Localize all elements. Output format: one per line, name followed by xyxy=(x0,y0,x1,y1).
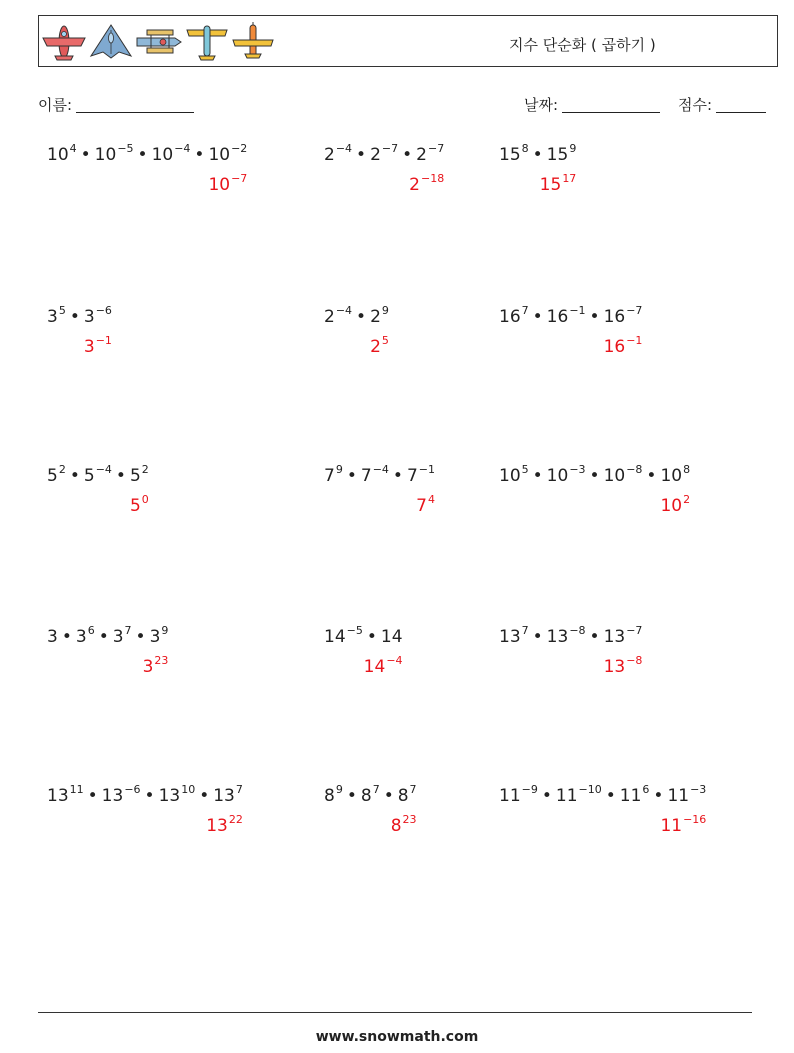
multiply-dot: • xyxy=(532,145,543,165)
question-term xyxy=(151,142,191,165)
question-exponent: 7 xyxy=(521,624,529,637)
answer-base: 8 xyxy=(390,816,402,836)
multiply-dot: • xyxy=(194,145,205,165)
question-exponent: −1 xyxy=(569,304,586,317)
multiply-dot: • xyxy=(87,786,98,806)
question-exponent: 7 xyxy=(235,783,243,796)
answer-base: 15 xyxy=(539,175,562,195)
question-base: 15 xyxy=(499,145,521,165)
question-base: 15 xyxy=(546,145,569,165)
question-term xyxy=(406,463,435,486)
answer-base: 14 xyxy=(363,657,386,677)
question-base: 11 xyxy=(619,786,642,806)
question-base: 11 xyxy=(555,786,578,806)
answer-exponent: −1 xyxy=(95,334,112,347)
answer-term xyxy=(208,172,248,195)
problem-13 xyxy=(47,783,243,806)
question-exponent: −3 xyxy=(569,463,586,476)
question-term xyxy=(499,624,529,647)
problem-1 xyxy=(47,142,248,165)
question-exponent: −7 xyxy=(427,142,445,155)
question-term xyxy=(83,304,112,327)
worksheet-header xyxy=(38,15,778,67)
question-base: 13 xyxy=(603,627,626,647)
answer-term xyxy=(390,813,417,836)
question-base: 2 xyxy=(370,145,381,165)
question-exponent: 2 xyxy=(58,463,66,476)
problem-5 xyxy=(324,304,389,327)
question-term xyxy=(499,783,538,806)
question-base: 10 xyxy=(499,466,521,486)
question-base: 7 xyxy=(324,466,335,486)
multiply-dot: • xyxy=(646,466,657,486)
answer-term xyxy=(416,493,435,516)
question-exponent: 8 xyxy=(683,463,691,476)
question-term xyxy=(603,463,643,486)
question-base: 13 xyxy=(47,786,69,806)
answer-exponent: −18 xyxy=(420,172,445,185)
question-base: 10 xyxy=(546,466,569,486)
question-exponent: −6 xyxy=(124,783,141,796)
question-term xyxy=(324,304,353,327)
question-term xyxy=(499,304,529,327)
question-term xyxy=(47,304,66,327)
question-base: 2 xyxy=(324,307,335,327)
question-term xyxy=(129,463,149,486)
answer-1 xyxy=(208,172,248,195)
question-term xyxy=(546,624,586,647)
question-term xyxy=(75,624,95,647)
answer-base: 16 xyxy=(603,337,626,357)
answer-term xyxy=(409,172,445,195)
name-label: 이름: xyxy=(38,96,73,114)
answer-term xyxy=(129,493,149,516)
question-base: 13 xyxy=(158,786,181,806)
question-exponent: 6 xyxy=(87,624,95,637)
question-exponent: 2 xyxy=(141,463,149,476)
question-term xyxy=(208,142,248,165)
question-base: 10 xyxy=(47,145,69,165)
answer-exponent: 22 xyxy=(228,813,243,826)
multiply-dot: • xyxy=(383,786,394,806)
question-base: 10 xyxy=(603,466,626,486)
question-term xyxy=(94,142,134,165)
question-exponent: −7 xyxy=(626,304,643,317)
question-exponent: 5 xyxy=(58,304,66,317)
question-term xyxy=(101,783,141,806)
question-term xyxy=(555,783,602,806)
answer-term xyxy=(83,334,112,357)
question-base: 5 xyxy=(83,466,95,486)
multiply-dot: • xyxy=(135,627,146,647)
answer-base: 3 xyxy=(83,337,95,357)
multiply-dot: • xyxy=(69,466,80,486)
multiply-dot: • xyxy=(366,627,377,647)
answer-10 xyxy=(142,654,169,677)
multiply-dot: • xyxy=(653,786,664,806)
question-exponent: −4 xyxy=(335,304,353,317)
answer-5 xyxy=(370,334,389,357)
question-exponent: −10 xyxy=(578,783,602,796)
answer-2 xyxy=(409,172,445,195)
multiply-dot: • xyxy=(98,627,109,647)
question-exponent: −6 xyxy=(95,304,112,317)
question-term xyxy=(324,783,343,806)
question-term xyxy=(360,783,380,806)
question-base: 3 xyxy=(47,627,58,647)
question-base: 11 xyxy=(667,786,690,806)
answer-term xyxy=(603,334,643,357)
question-exponent: 7 xyxy=(372,783,380,796)
question-term xyxy=(149,624,169,647)
answer-exponent: 5 xyxy=(381,334,389,347)
answer-base: 2 xyxy=(370,337,381,357)
question-exponent: −3 xyxy=(690,783,707,796)
date-label: 날짜: xyxy=(524,96,559,114)
orange-plane-icon xyxy=(231,22,275,62)
question-term xyxy=(397,783,417,806)
biplane-icon xyxy=(135,22,183,62)
answer-4 xyxy=(83,334,112,357)
problem-11 xyxy=(324,624,403,647)
answer-base: 10 xyxy=(660,496,683,516)
multiply-dot: • xyxy=(115,466,126,486)
question-exponent: −7 xyxy=(626,624,643,637)
question-base: 16 xyxy=(546,307,569,327)
question-exponent: −8 xyxy=(626,463,643,476)
score-field xyxy=(678,94,766,115)
answer-term xyxy=(539,172,577,195)
answer-term xyxy=(363,654,403,677)
answer-term xyxy=(660,813,707,836)
question-term xyxy=(546,142,577,165)
multiply-dot: • xyxy=(589,627,600,647)
question-base: 13 xyxy=(101,786,124,806)
question-exponent: −2 xyxy=(231,142,248,155)
problem-8 xyxy=(324,463,435,486)
multiply-dot: • xyxy=(605,786,616,806)
multiply-dot: • xyxy=(69,307,80,327)
question-exponent: −1 xyxy=(418,463,435,476)
question-term xyxy=(546,304,586,327)
blue-jet-icon xyxy=(89,22,133,62)
question-exponent: 5 xyxy=(521,463,529,476)
question-base: 3 xyxy=(112,627,124,647)
question-exponent: 9 xyxy=(161,624,169,637)
multiply-dot: • xyxy=(144,786,155,806)
question-term xyxy=(603,624,643,647)
red-plane-icon xyxy=(41,22,87,62)
answer-exponent: 17 xyxy=(562,172,577,185)
question-term xyxy=(499,142,529,165)
multiply-dot: • xyxy=(137,145,148,165)
date-field xyxy=(524,94,660,115)
answer-exponent: −4 xyxy=(386,654,403,667)
answer-term xyxy=(206,813,243,836)
question-exponent: −8 xyxy=(569,624,586,637)
question-base: 7 xyxy=(406,466,418,486)
answer-3 xyxy=(539,172,577,195)
question-exponent: −5 xyxy=(346,624,363,637)
multiply-dot: • xyxy=(532,627,543,647)
problem-9 xyxy=(499,463,691,486)
question-term xyxy=(370,304,389,327)
answer-exponent: 2 xyxy=(683,493,691,506)
question-base: 13 xyxy=(546,627,569,647)
question-exponent: 7 xyxy=(124,624,132,637)
question-base: 2 xyxy=(416,145,427,165)
question-base: 5 xyxy=(129,466,141,486)
question-exponent: 9 xyxy=(569,142,577,155)
question-term xyxy=(47,463,66,486)
multiply-dot: • xyxy=(532,307,543,327)
answer-9 xyxy=(660,493,691,516)
question-term xyxy=(83,463,112,486)
answer-term xyxy=(660,493,691,516)
multiply-dot: • xyxy=(402,145,413,165)
question-term xyxy=(112,624,132,647)
answer-base: 10 xyxy=(208,175,231,195)
answer-exponent: −1 xyxy=(626,334,643,347)
question-term xyxy=(381,627,403,647)
answer-13 xyxy=(206,813,243,836)
question-term xyxy=(360,463,389,486)
problem-2 xyxy=(324,142,445,165)
question-exponent: 10 xyxy=(181,783,196,796)
multiply-dot: • xyxy=(356,145,367,165)
multiply-dot: • xyxy=(541,786,552,806)
question-exponent: −4 xyxy=(174,142,191,155)
question-exponent: 9 xyxy=(381,304,389,317)
question-base: 16 xyxy=(603,307,626,327)
answer-6 xyxy=(603,334,643,357)
question-base: 7 xyxy=(360,466,372,486)
question-exponent: −9 xyxy=(521,783,538,796)
question-exponent: 7 xyxy=(409,783,417,796)
answer-11 xyxy=(363,654,403,677)
question-term xyxy=(370,142,399,165)
answer-exponent: 4 xyxy=(427,493,435,506)
problem-10 xyxy=(47,624,169,647)
answer-base: 2 xyxy=(409,175,420,195)
answer-base: 7 xyxy=(416,496,427,516)
multiply-dot: • xyxy=(199,786,210,806)
question-base: 2 xyxy=(370,307,381,327)
name-blank[interactable] xyxy=(76,96,194,113)
question-base: 14 xyxy=(324,627,346,647)
answer-7 xyxy=(129,493,149,516)
score-blank[interactable] xyxy=(716,96,766,113)
answer-exponent: −16 xyxy=(683,813,707,826)
answer-exponent: −8 xyxy=(626,654,643,667)
question-term xyxy=(499,463,529,486)
question-base: 5 xyxy=(47,466,58,486)
problem-15 xyxy=(499,783,707,806)
question-base: 2 xyxy=(324,145,335,165)
score-label: 점수: xyxy=(678,96,713,114)
question-base: 14 xyxy=(380,627,403,647)
problem-4 xyxy=(47,304,112,327)
yellow-plane-icon xyxy=(185,22,229,62)
multiply-dot: • xyxy=(392,466,403,486)
question-term xyxy=(158,783,196,806)
answer-exponent: 23 xyxy=(402,813,417,826)
question-base: 10 xyxy=(660,466,683,486)
answer-base: 11 xyxy=(660,816,683,836)
date-blank[interactable] xyxy=(562,96,660,113)
question-exponent: 6 xyxy=(642,783,650,796)
answer-8 xyxy=(416,493,435,516)
problem-3 xyxy=(499,142,577,165)
question-base: 10 xyxy=(151,145,174,165)
question-term xyxy=(213,783,243,806)
footer-url: www.snowmath.com xyxy=(315,1029,479,1045)
multiply-dot: • xyxy=(346,786,357,806)
name-field xyxy=(38,94,194,115)
question-base: 3 xyxy=(47,307,58,327)
question-exponent: −4 xyxy=(372,463,389,476)
worksheet-title: 지수 단순화 ( 곱하기 ) xyxy=(509,36,656,54)
question-exponent: −5 xyxy=(117,142,134,155)
header-icons xyxy=(41,20,275,64)
question-term xyxy=(660,463,691,486)
answer-14 xyxy=(390,813,417,836)
problem-7 xyxy=(47,463,149,486)
question-base: 13 xyxy=(213,786,235,806)
answer-exponent: −7 xyxy=(231,172,248,185)
question-term xyxy=(47,142,77,165)
multiply-dot: • xyxy=(532,466,543,486)
multiply-dot: • xyxy=(356,307,367,327)
question-base: 3 xyxy=(75,627,87,647)
question-base: 3 xyxy=(149,627,161,647)
question-exponent: −4 xyxy=(95,463,112,476)
question-term xyxy=(47,627,58,647)
question-base: 8 xyxy=(397,786,409,806)
question-term xyxy=(47,783,84,806)
question-exponent: 9 xyxy=(335,783,343,796)
question-term xyxy=(324,142,353,165)
answer-base: 3 xyxy=(142,657,154,677)
question-term xyxy=(603,304,643,327)
answer-base: 13 xyxy=(206,816,228,836)
question-term xyxy=(667,783,707,806)
question-exponent: 7 xyxy=(521,304,529,317)
answer-base: 5 xyxy=(129,496,141,516)
question-term xyxy=(546,463,586,486)
multiply-dot: • xyxy=(346,466,357,486)
answer-exponent: 23 xyxy=(154,654,169,667)
multiply-dot: • xyxy=(589,307,600,327)
answer-exponent: 0 xyxy=(141,493,149,506)
answer-term xyxy=(370,334,389,357)
question-term xyxy=(619,783,650,806)
multiply-dot: • xyxy=(61,627,72,647)
question-base: 8 xyxy=(324,786,335,806)
question-base: 13 xyxy=(499,627,521,647)
multiply-dot: • xyxy=(80,145,91,165)
question-base: 10 xyxy=(94,145,117,165)
problem-12 xyxy=(499,624,643,647)
multiply-dot: • xyxy=(589,466,600,486)
question-base: 3 xyxy=(83,307,95,327)
problem-6 xyxy=(499,304,643,327)
answer-12 xyxy=(603,654,643,677)
question-base: 16 xyxy=(499,307,521,327)
question-exponent: −4 xyxy=(335,142,353,155)
question-base: 8 xyxy=(360,786,372,806)
question-base: 10 xyxy=(208,145,231,165)
question-term xyxy=(416,142,445,165)
footer-divider xyxy=(38,1012,752,1013)
question-exponent: 11 xyxy=(69,783,84,796)
answer-base: 13 xyxy=(603,657,626,677)
answer-term xyxy=(603,654,643,677)
problem-14 xyxy=(324,783,417,806)
question-exponent: 9 xyxy=(335,463,343,476)
answer-15 xyxy=(660,813,707,836)
question-exponent: −7 xyxy=(381,142,399,155)
question-term xyxy=(324,624,363,647)
question-base: 11 xyxy=(499,786,521,806)
answer-term xyxy=(142,654,169,677)
question-term xyxy=(324,463,343,486)
question-exponent: 8 xyxy=(521,142,529,155)
question-exponent: 4 xyxy=(69,142,77,155)
